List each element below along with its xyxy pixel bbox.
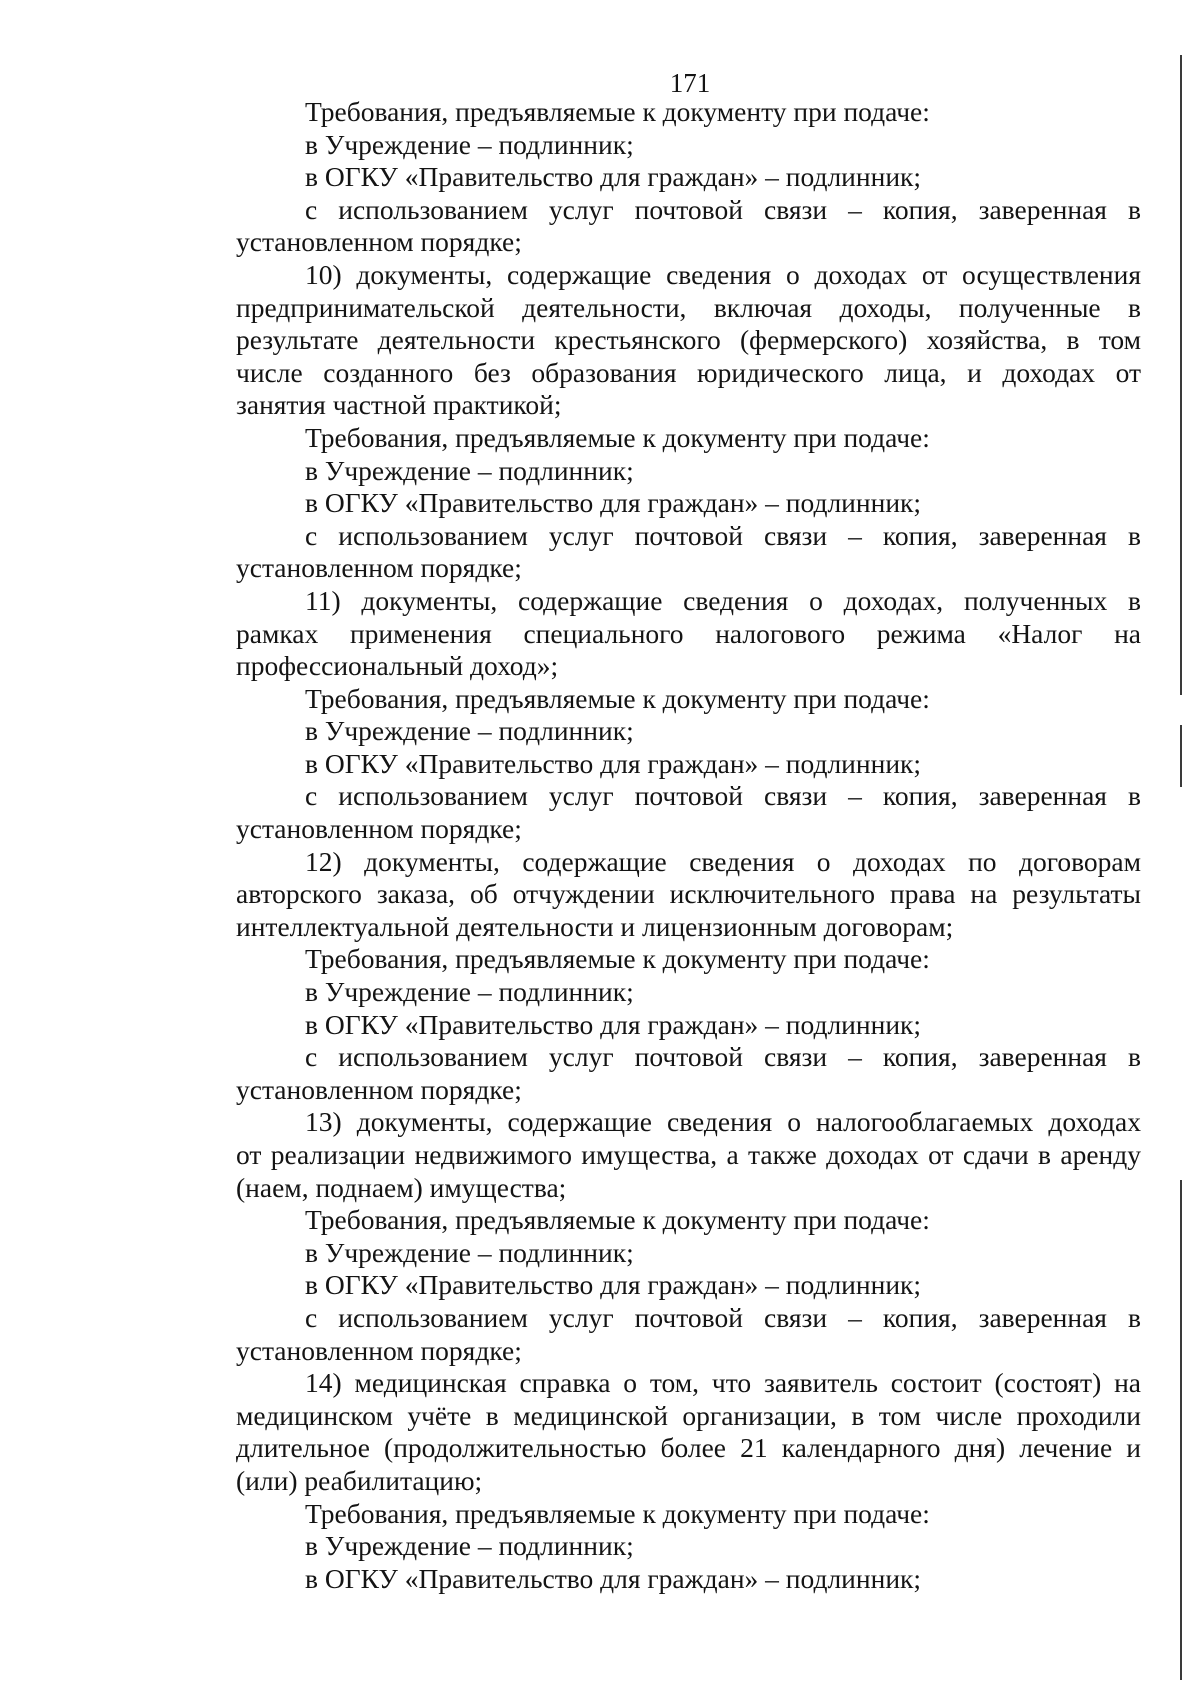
text-line: в ОГКУ «Правительство для граждан» – подлинник;	[305, 1008, 922, 1040]
text-line: 12) документы, содержащие сведения о доходах по договорам	[305, 845, 1141, 877]
scan-margin-line	[1180, 1180, 1182, 1680]
text-line: профессиональный доход»;	[236, 650, 559, 682]
text-line: в ОГКУ «Правительство для граждан» – подлинник;	[305, 161, 922, 193]
text-line: в Учреждение – подлинник;	[305, 1530, 634, 1562]
text-line: Требования, предъявляемые к документу при подаче:	[305, 943, 930, 975]
text-line: 10) документы, содержащие сведения о доходах от осуществления	[305, 258, 1141, 290]
document-body	[236, 96, 1141, 1595]
text-line: в Учреждение – подлинник;	[305, 454, 634, 486]
text-line: Требования, предъявляемые к документу при подаче:	[305, 1497, 930, 1529]
text-line: в Учреждение – подлинник;	[305, 1236, 634, 1268]
text-line: в ОГКУ «Правительство для граждан» – подлинник;	[305, 487, 922, 519]
text-line: в ОГКУ «Правительство для граждан» – подлинник;	[305, 1562, 922, 1594]
scan-margin-line	[1180, 725, 1182, 787]
text-line: медицинском учёте в медицинской организации, в том числе проходили	[236, 1399, 1141, 1431]
text-line: 13) документы, содержащие сведения о налогооблагаемых доходах	[305, 1106, 1141, 1138]
text-line: занятия частной практикой;	[236, 389, 562, 421]
text-line: (или) реабилитацию;	[236, 1464, 483, 1496]
page-number: 171	[669, 68, 711, 98]
text-line: с использованием услуг почтовой связи – копия, заверенная в	[305, 1301, 1141, 1333]
text-line: 14) медицинская справка о том, что заявитель состоит (состоят) на	[305, 1367, 1141, 1399]
text-line: с использованием услуг почтовой связи – копия, заверенная в	[305, 193, 1141, 225]
scan-margin-line	[1180, 55, 1182, 695]
text-line: Требования, предъявляемые к документу при подаче:	[305, 1204, 930, 1236]
text-line: установленном порядке;	[236, 552, 522, 584]
text-line: Требования, предъявляемые к документу при подаче:	[305, 96, 930, 127]
text-line: установленном порядке;	[236, 1334, 522, 1366]
text-line: Требования, предъявляемые к документу при подаче:	[305, 421, 930, 453]
text-line: в Учреждение – подлинник;	[305, 715, 634, 747]
text-line: в Учреждение – подлинник;	[305, 128, 634, 160]
text-line: с использованием услуг почтовой связи – копия, заверенная в	[305, 780, 1141, 812]
text-line: интеллектуальной деятельности и лицензионным договорам;	[236, 910, 954, 942]
text-line: в ОГКУ «Правительство для граждан» – подлинник;	[305, 747, 922, 779]
text-line: (наем, поднаем) имущества;	[236, 1171, 567, 1203]
text-line: предпринимательской деятельности, включая доходы, полученные в	[236, 291, 1141, 323]
text-line: с использованием услуг почтовой связи – копия, заверенная в	[305, 1041, 1141, 1073]
text-line: установленном порядке;	[236, 1073, 522, 1105]
text-line: Требования, предъявляемые к документу при подаче:	[305, 682, 930, 714]
text-line: от реализации недвижимого имущества, а также доходах от сдачи в аренду	[236, 1139, 1141, 1170]
text-line: числе созданного без образования юридического лица, и доходах от	[236, 356, 1141, 388]
text-line: авторского заказа, об отчуждении исключительного права на результаты	[236, 878, 1141, 910]
text-line: рамках применения специального налогового режима «Налог на	[236, 617, 1141, 649]
text-line: в ОГКУ «Правительство для граждан» – подлинник;	[305, 1269, 922, 1301]
text-line: 11) документы, содержащие сведения о доходах, полученных в	[305, 584, 1141, 616]
text-line: с использованием услуг почтовой связи – копия, заверенная в	[305, 519, 1141, 551]
text-line: результате деятельности крестьянского (фермерского) хозяйства, в том	[236, 324, 1141, 356]
text-line: длительное (продолжительностью более 21 календарного дня) лечение и	[236, 1432, 1141, 1464]
text-line: установленном порядке;	[236, 813, 522, 845]
text-line: установленном порядке;	[236, 226, 522, 258]
text-line: в Учреждение – подлинник;	[305, 976, 634, 1008]
